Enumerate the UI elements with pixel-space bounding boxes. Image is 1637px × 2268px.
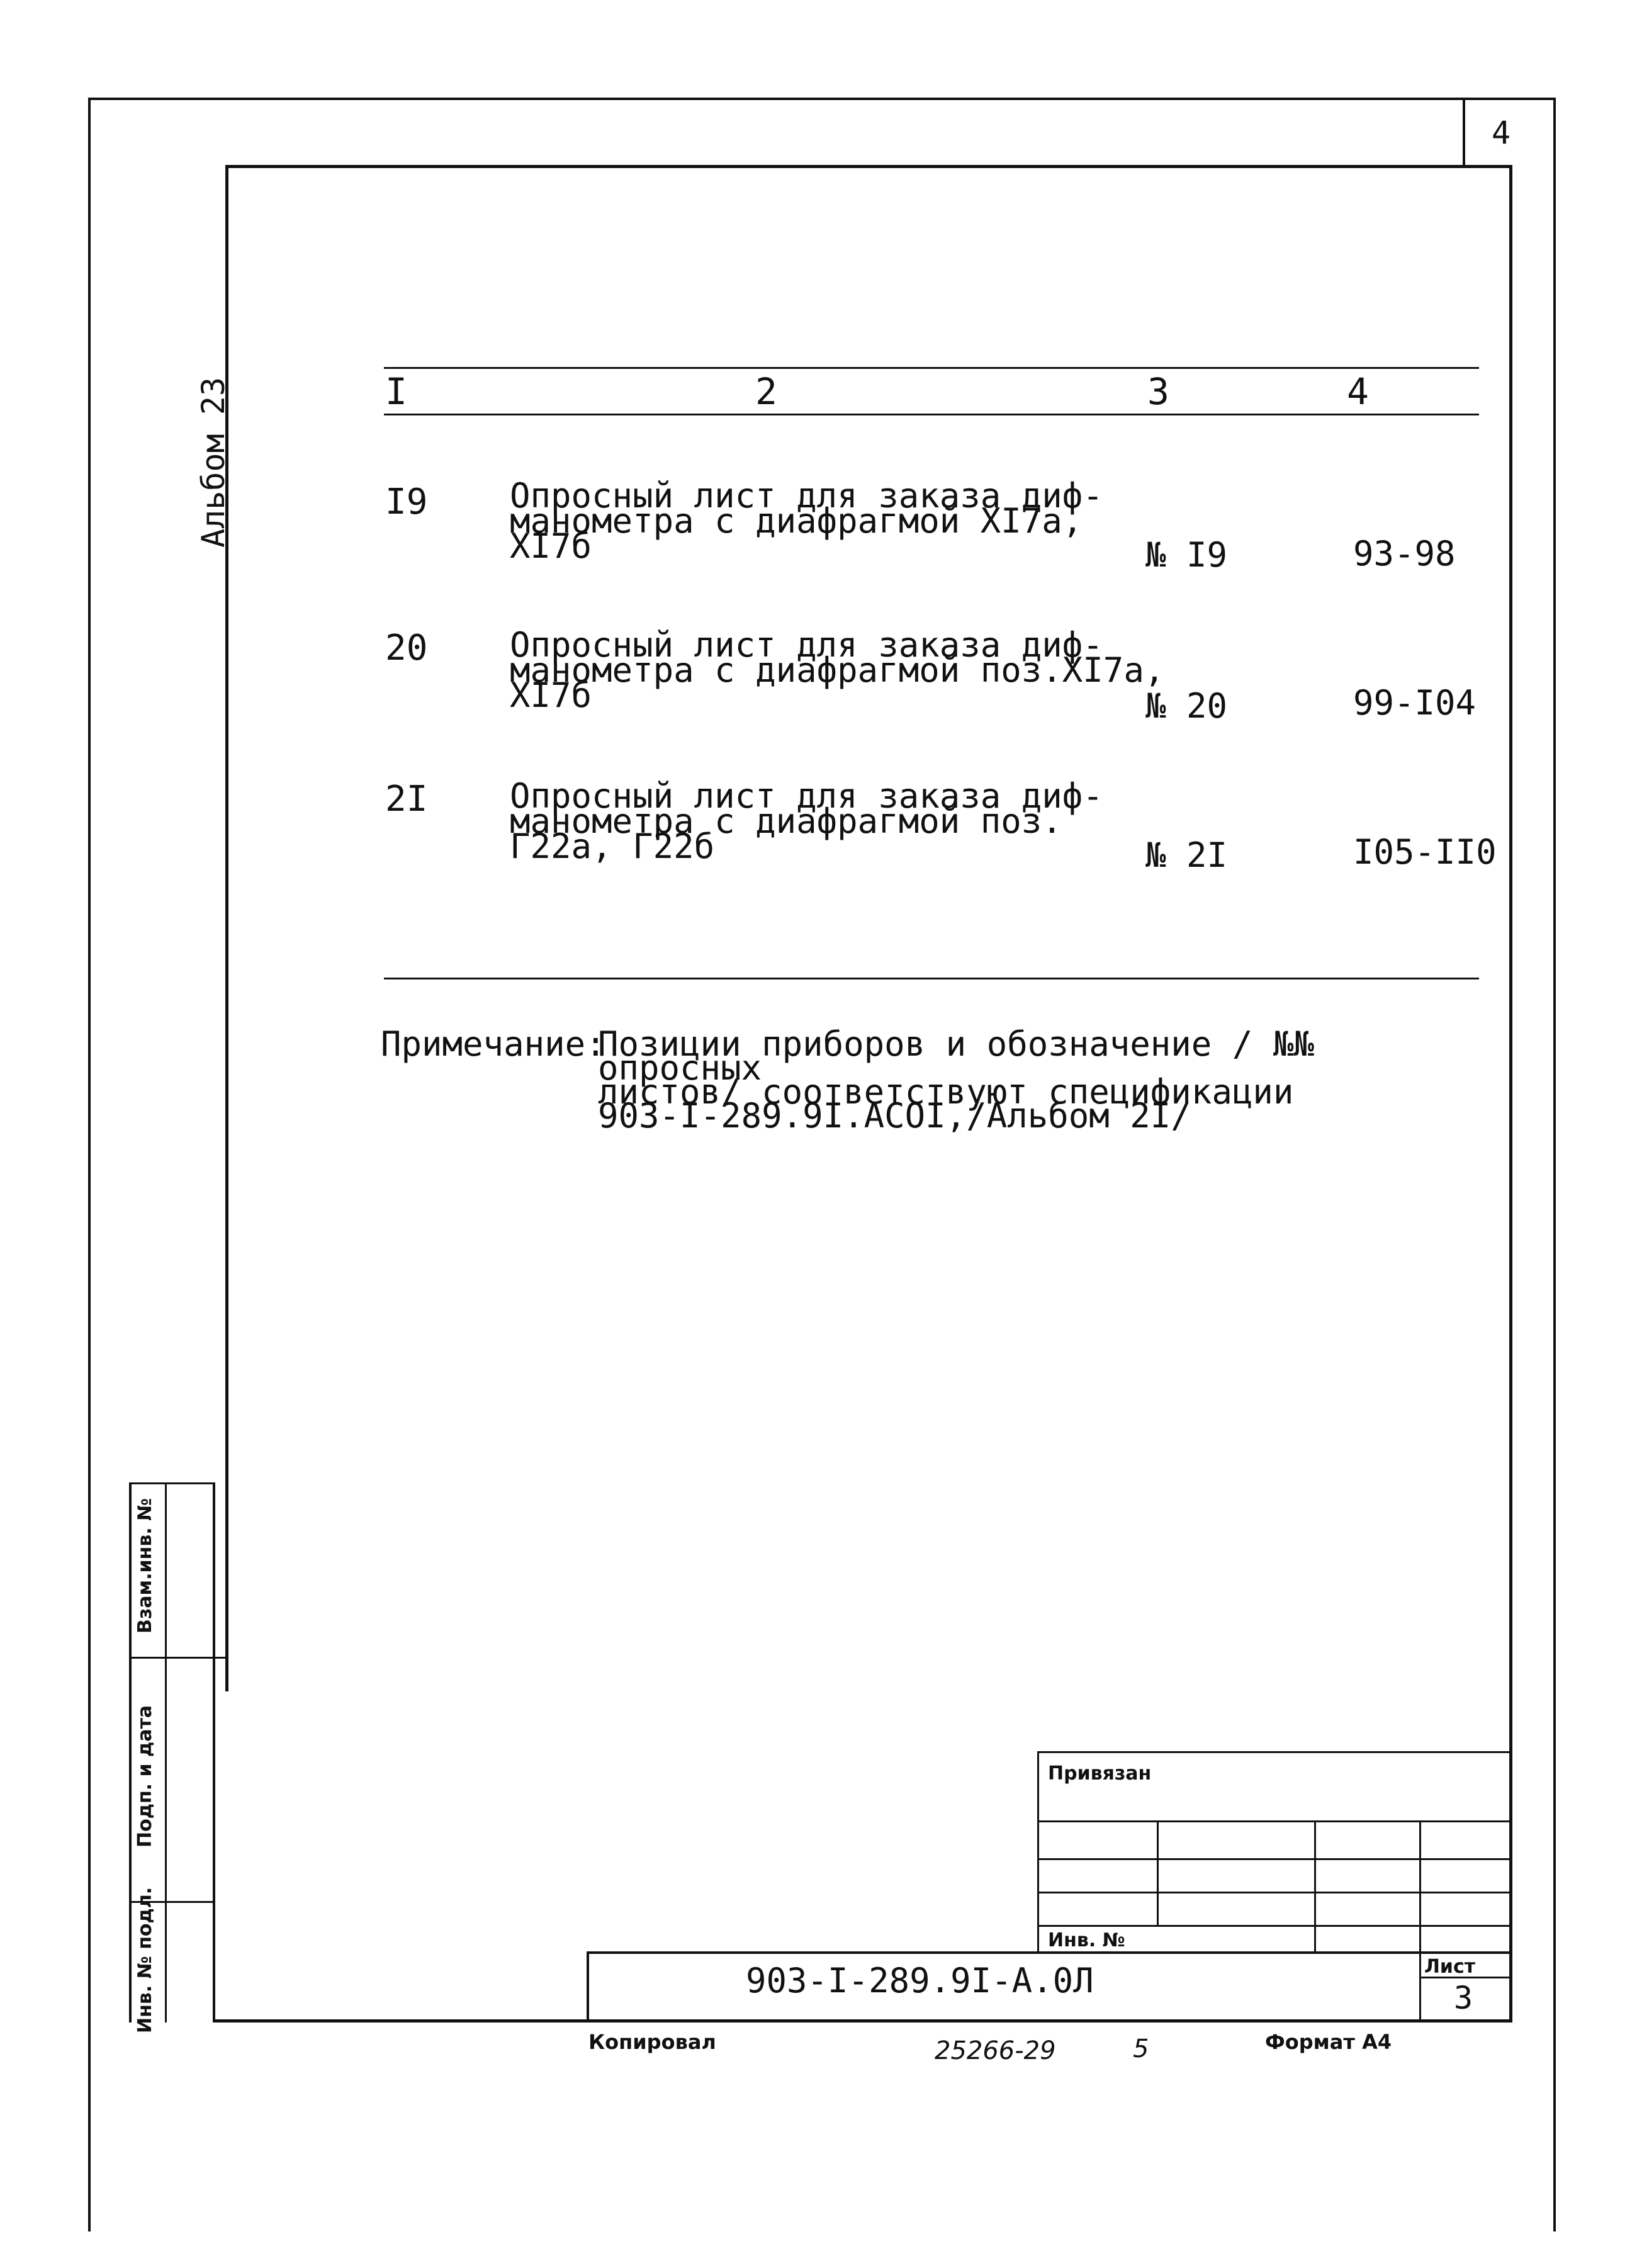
- tb-row-1: [1037, 1820, 1510, 1822]
- inner-frame-top: [225, 165, 1509, 168]
- table-row-2-pages: 99-I04: [1353, 683, 1477, 723]
- handwritten-mark: 5: [1133, 2034, 1149, 2063]
- kopiroval-label: Копировал: [588, 2030, 716, 2054]
- table-row-1-pages: 93-98: [1353, 534, 1456, 573]
- sheet-number: 3: [1454, 1980, 1473, 2016]
- tb-col-1: [1157, 1820, 1159, 1925]
- inner-frame-right: [1509, 165, 1512, 2022]
- outer-frame-right: [1553, 98, 1556, 2231]
- stamp-vzam-label: Взам.инв. №: [134, 1498, 156, 1633]
- stamp-column-inner: [165, 1482, 167, 2023]
- tb-left: [1037, 1751, 1039, 1953]
- table-row-1-description: Опросный лист для заказа диф- манометра с диафрагмой XI7а, XI7б: [510, 476, 1103, 566]
- tb-row-3: [1037, 1892, 1510, 1893]
- inner-frame-bottom: [213, 2019, 1512, 2023]
- table-row-3-ref: № 2I: [1145, 835, 1228, 875]
- tb-top: [1037, 1751, 1510, 1753]
- stamp-column-right: [213, 1482, 215, 2023]
- table-row-1-ref: № I9: [1145, 535, 1228, 575]
- stamp-inv-label: Инв. № подл.: [134, 1887, 156, 2033]
- tb-col-2: [1314, 1820, 1316, 1953]
- stamp-podp-label: Подп. и дата: [134, 1705, 156, 1848]
- stamp-divider-1: [129, 1657, 228, 1659]
- header-col-2: 2: [755, 370, 777, 413]
- stamp-column-left: [129, 1482, 132, 2023]
- corner-sheet-number: 4: [1492, 115, 1511, 151]
- table-row-1-num: I9: [385, 482, 428, 522]
- tb-row-2: [1037, 1858, 1510, 1860]
- header-col-4: 4: [1347, 370, 1369, 413]
- designation-top: [587, 1951, 1510, 1954]
- table-row-3-pages: I05-II0: [1353, 832, 1497, 872]
- note-text: Позиции приборов и обозначение / №№ опросных листов/ соответствуют спецификации 903-I-289.9I.АСОI,/Альбом 2I/: [598, 1024, 1314, 1136]
- outer-frame-top: [88, 98, 1555, 100]
- inv-no-label: Инв. №: [1048, 1929, 1125, 1951]
- table-row-2-description: Опросный лист для заказа диф- манометра с диафрагмой поз.XI7а, XI7б: [510, 625, 1165, 715]
- stamp-column-top: [129, 1482, 215, 1484]
- table-bottom-rule: [384, 978, 1479, 979]
- album-label: Альбом 23: [195, 377, 232, 548]
- privyazan-label: Привязан: [1048, 1763, 1152, 1785]
- table-row-2-ref: № 20: [1145, 686, 1228, 726]
- designation-left: [587, 1951, 589, 2023]
- note-label: Примечание:: [381, 1024, 606, 1064]
- table-row-3-num: 2I: [385, 779, 428, 820]
- document-designation: 903-I-289.9I-А.0Л: [746, 1961, 1094, 2000]
- format-label: Формат А4: [1265, 2030, 1392, 2054]
- table-top-rule: [384, 367, 1479, 369]
- tb-row-4: [1037, 1925, 1510, 1927]
- header-col-3: 3: [1147, 370, 1169, 413]
- sheet-label: Лист: [1424, 1956, 1476, 1978]
- outer-frame-left: [88, 98, 91, 2231]
- order-number: 25266-29: [935, 2036, 1056, 2065]
- table-header-rule: [384, 414, 1479, 415]
- table-row-2-num: 20: [385, 628, 428, 669]
- table-row-3-description: Опросный лист для заказа диф- манометра с диафрагмой поз. Г22а, Г22б: [510, 776, 1103, 866]
- tb-col-3: [1419, 1820, 1421, 2022]
- corner-box-left: [1463, 98, 1465, 167]
- header-col-1: I: [385, 370, 407, 413]
